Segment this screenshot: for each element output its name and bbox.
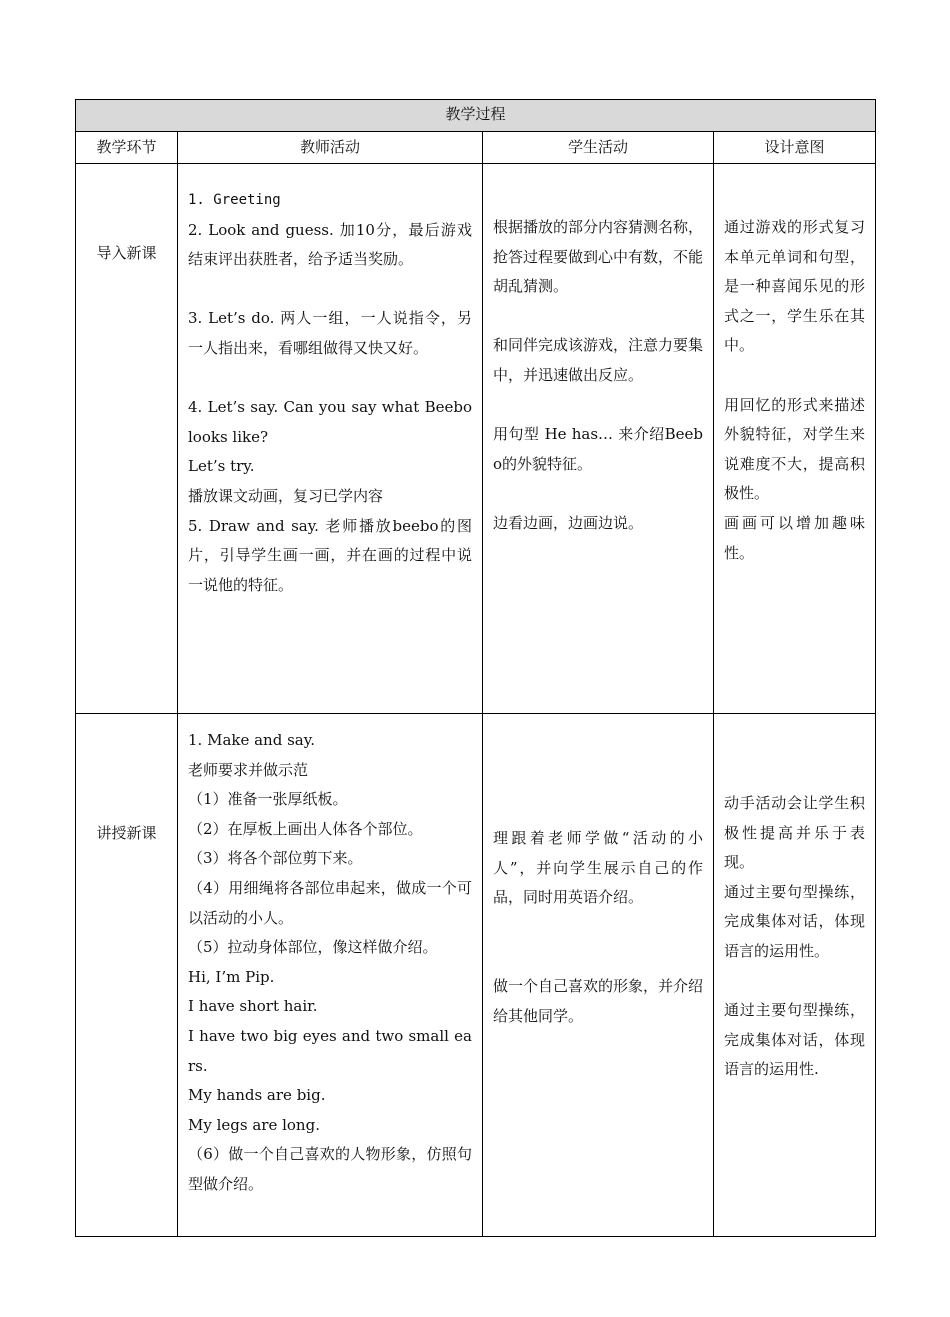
teacher-line: （6）做一个自己喜欢的人物形象，仿照句型做介绍。 [188,1145,472,1193]
teacher-line: （4）用细绳将各部位串起来，做成一个可以活动的小人。 [188,878,472,927]
teacher-line: 播放课文动画，复习已学内容 [188,486,384,505]
table-row [76,714,876,1237]
intent-line: 通过主要句型操练，完成集体对话，体现语言的运用性。 [724,882,866,960]
teacher-activity-cell [178,164,483,714]
blank-line [724,967,865,997]
teacher-line: 2. Look and guess. 加10分，最后游戏结束评出获胜者，给予适当奖励。 [188,220,472,269]
design-intent-cell [714,164,876,714]
teacher-line: （2）在厚板上画出人体各个部位。 [188,819,423,838]
title-row [76,100,876,132]
teacher-activity-cell [178,714,483,1237]
blank-line [493,302,703,332]
stage-label: 导入新课 [96,244,157,262]
blank-line [493,391,703,421]
teacher-line: （5）拉动身体部位，像这样做介绍。 [188,938,438,957]
teacher-line: I have two big eyes and two small ears. [188,1026,472,1075]
student-line: 根据播放的部分内容猜测名称，抢答过程要做到心中有数，不能胡乱猜测。 [493,218,704,296]
blank-line [724,361,865,391]
intent-line: 通过游戏的形式复习本单元单词和句型， 是一种喜闻乐见的形式之一，学生乐在其中。 [724,218,866,355]
teacher-line: 4. Let’s say. Can you say what Beebo looks like? [188,398,472,446]
teacher-line: 5. Draw and say. 老师播放beebo的图片，引导学生画一画，并在画的过程中说一说他的特征。 [188,516,472,594]
header-student-activity: 学生活动 [483,132,714,164]
stage-label: 讲授新课 [96,823,157,842]
blank-line [188,275,472,305]
intent-line: 画画可以增加趣味性。 [724,513,866,562]
teacher-line: 老师要求并做示范 [188,760,309,779]
student-line: 边看边画，边画边说。 [493,513,644,532]
blank-line [493,913,703,943]
teacher-line: （3）将各个部位剪下来。 [188,849,363,868]
header-stage: 教学环节 [76,132,178,164]
teacher-line: Let’s try. [188,457,255,476]
student-line: 用句型 He has… 来介绍Beebo的外貌特征。 [493,425,703,473]
table-row [76,164,876,714]
header-design-intent: 设计意图 [714,132,876,164]
header-row [76,132,876,164]
teacher-line: 1. Greeting [188,192,281,208]
blank-line [188,364,472,394]
teacher-line: My legs are long. [188,1115,320,1134]
teacher-line: My hands are big. [188,1086,326,1105]
student-line: 做一个自己喜欢的形象，并介绍给其他同学。 [493,976,704,1025]
stage-cell [76,714,178,1237]
student-activity-cell [483,714,714,1237]
student-line: 理跟着老师学做“活动的小人”，并向学生展示自己的作品，同时用英语介绍。 [493,829,703,907]
teacher-line: 3. Let’s do. 两人一组，一人说指令，另一人指出来，看哪组做得又快又好。 [188,309,472,357]
student-line: 和同伴完成该游戏，注意力要集中，并迅速做出反应。 [493,336,704,384]
teacher-line: I have short hair. [188,997,318,1016]
blank-line [493,942,703,972]
blank-line [493,479,703,509]
stage-cell [76,164,178,714]
intent-line: 动手活动会让学生积极性提高并乐于表现。 [724,794,866,872]
header-teacher-activity: 教师活动 [178,132,483,164]
teacher-line: 1. Make and say. [188,731,315,749]
design-intent-cell [714,714,876,1237]
teacher-line: Hi, I’m Pip. [188,967,275,986]
intent-line: 用回忆的形式来描述外貌特征，对学生来说难度不大，提高积极性。 [724,395,866,503]
teaching-process-table [75,99,876,1237]
intent-line: 通过主要句型操练，完成集体对话，体现语言的运用性. [724,1001,866,1079]
table-title: 教学过程 [76,100,876,132]
student-activity-cell [483,164,714,714]
teacher-line: （1）准备一张厚纸板。 [188,790,348,809]
